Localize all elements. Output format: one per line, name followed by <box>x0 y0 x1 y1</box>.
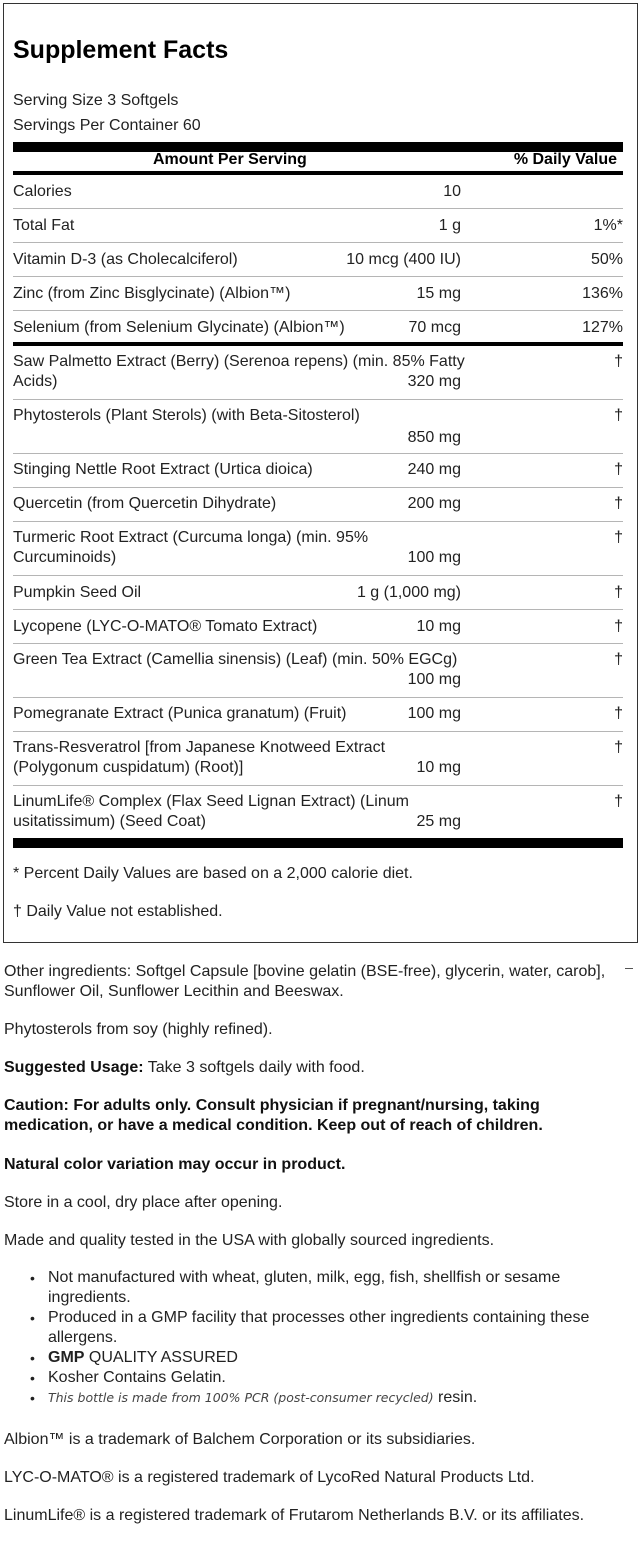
ingredient-amount: 100 mg <box>407 671 461 688</box>
list-item: • Not manufactured with wheat, gluten, milk, egg, fish, shellfish or sesame ingredients. <box>48 1268 628 1308</box>
nutrient-dv: 1%* <box>593 217 623 234</box>
phytosterols-note: Phytosterols from soy (highly refined). <box>4 1021 273 1038</box>
dagger-mark: † <box>614 407 623 424</box>
ingredient-amount: 10 mg <box>416 759 461 776</box>
table-row-calories <box>13 175 623 209</box>
storage-instructions: Store in a cool, dry place after opening. <box>4 1194 283 1211</box>
nutrient-dv: 136% <box>582 285 623 302</box>
table-row-saw-palmetto <box>13 346 623 400</box>
nutrient-name: Selenium (from Selenium Glycinate) (Albion™) <box>13 319 345 336</box>
caution-warning: Caution: For adults only. Consult physician if pregnant/nursing, taking medication, or have a medical condition. Keep out of reach of children. <box>4 1097 543 1134</box>
list-item <box>48 1388 628 1408</box>
gmp-bold: GMP <box>48 1349 85 1366</box>
ingredient-amount: 100 mg <box>407 549 461 566</box>
ingredient-name: Green Tea Extract (Camellia sinensis) (Leaf) (min. 50% EGCg) <box>13 651 458 668</box>
ingredient-amount: 1 g (1,000 mg) <box>356 584 461 601</box>
table-row-selenium <box>13 311 623 343</box>
table-row-zinc <box>13 277 623 311</box>
ingredient-name: Pomegranate Extract (Punica granatum) (Fruit) <box>13 705 347 722</box>
ingredient-name: LinumLife® Complex (Flax Seed Lignan Extract) (Linum usitatissimum) (Seed Coat) <box>13 793 409 830</box>
ingredient-name: Phytosterols (Plant Sterols) (with Beta-Sitosterol) <box>13 407 360 424</box>
table-row-quercetin <box>13 488 623 522</box>
ingredient-name: Pumpkin Seed Oil <box>13 584 142 601</box>
allergen-bullet-list <box>48 1268 628 1408</box>
nutrient-dv: 50% <box>590 251 623 268</box>
nutrient-name: Calories <box>13 183 72 200</box>
gmp-rest: QUALITY ASSURED <box>84 1349 238 1366</box>
nutrient-amount: 70 mcg <box>408 319 461 336</box>
other-ingredients: Other ingredients: Softgel Capsule [bovine gelatin (BSE-free), glycerin, water, carob], Sunflower Oil, Sunflower Lecithin and Beeswax. <box>4 963 606 1000</box>
dagger-mark: † <box>614 584 623 601</box>
list-item: • Produced in a GMP facility that processes other ingredients containing these allergens. <box>48 1308 628 1348</box>
serving-size: Serving Size 3 Softgels <box>13 92 179 109</box>
header-daily-value: % Daily Value <box>513 151 617 168</box>
list-item: • Kosher Contains Gelatin. <box>48 1368 628 1388</box>
nutrient-name: Vitamin D-3 (as Cholecalciferol) <box>13 251 238 268</box>
table-row-green-tea <box>13 644 623 698</box>
table-row-pomegranate <box>13 698 623 732</box>
table-row-pumpkin-seed-oil <box>13 576 623 610</box>
divider-thick <box>13 838 623 848</box>
suggested-usage-text: Take 3 softgels daily with food. <box>143 1059 365 1076</box>
made-in-usa: Made and quality tested in the USA with globally sourced ingredients. <box>4 1232 495 1249</box>
table-row-stinging-nettle <box>13 454 623 488</box>
table-row-lycopene <box>13 610 623 644</box>
edge-artifact <box>625 968 633 969</box>
dagger-mark: † <box>614 461 623 478</box>
suggested-usage-label: Suggested Usage: <box>4 1059 144 1076</box>
color-variation-note: Natural color variation may occur in product. <box>4 1156 346 1173</box>
suggested-usage <box>4 1058 624 1078</box>
dagger-mark: † <box>614 618 623 635</box>
ingredient-name: Lycopene (LYC-O-MATO® Tomato Extract) <box>13 618 318 635</box>
header-amount-per-serving: Amount Per Serving <box>153 151 307 168</box>
ingredient-amount: 240 mg <box>407 461 461 478</box>
nutrient-amount: 15 mg <box>416 285 461 302</box>
ingredient-amount: 200 mg <box>407 495 461 512</box>
list-item <box>48 1348 628 1368</box>
dagger-mark: † <box>614 495 623 512</box>
pcr-italic: This bottle is made from 100% PCR (post-consumer recycled) <box>48 1390 434 1405</box>
nutrient-dv: 127% <box>582 319 623 336</box>
nutrient-name: Zinc (from Zinc Bisglycinate) (Albion™) <box>13 285 291 302</box>
table-row-total-fat <box>13 209 623 243</box>
dagger-mark: † <box>614 651 623 668</box>
nutrient-amount: 10 <box>443 183 461 200</box>
dagger-mark: † <box>614 739 623 756</box>
trademark-lycomato: LYC-O-MATO® is a registered trademark of LycoRed Natural Products Ltd. <box>4 1469 535 1486</box>
facts-title: Supplement Facts <box>13 36 229 64</box>
dagger-mark: † <box>614 705 623 722</box>
ingredient-amount: 10 mg <box>416 618 461 635</box>
dagger-mark: † <box>614 529 623 546</box>
table-row-trans-resveratrol <box>13 732 623 786</box>
nutrient-name: Total Fat <box>13 217 75 234</box>
dagger-mark: † <box>614 793 623 810</box>
nutrient-amount: 10 mcg (400 IU) <box>346 251 461 268</box>
footnote-dv-not-established: † Daily Value not established. <box>13 903 223 920</box>
ingredient-amount: 850 mg <box>407 429 461 446</box>
ingredient-name: Stinging Nettle Root Extract (Urtica dioica) <box>13 461 313 478</box>
ingredient-amount: 100 mg <box>407 705 461 722</box>
nutrient-amount: 1 g <box>438 217 461 234</box>
trademark-linumlife: LinumLife® is a registered trademark of Frutarom Netherlands B.V. or its affiliates. <box>4 1507 585 1524</box>
table-row-vitamin-d3 <box>13 243 623 277</box>
table-row-turmeric <box>13 522 623 576</box>
dagger-mark: † <box>614 353 623 370</box>
ingredient-amount: 320 mg <box>407 373 461 390</box>
table-row-phytosterols <box>13 400 623 454</box>
ingredient-amount: 25 mg <box>416 813 461 830</box>
ingredient-name: Saw Palmetto Extract (Berry) (Serenoa repens) (min. 85% Fatty Acids) <box>13 353 465 390</box>
pcr-rest: resin. <box>433 1389 478 1406</box>
ingredient-name: Trans-Resveratrol [from Japanese Knotweed Extract (Polygonum cuspidatum) (Root)] <box>13 739 386 776</box>
footnote-percent-dv: * Percent Daily Values are based on a 2,000 calorie diet. <box>13 865 413 882</box>
ingredient-name: Quercetin (from Quercetin Dihydrate) <box>13 495 277 512</box>
ingredient-name: Turmeric Root Extract (Curcuma longa) (min. 95% Curcuminoids) <box>13 529 369 566</box>
table-row-linumlife <box>13 786 623 840</box>
trademark-albion: Albion™ is a trademark of Balchem Corporation or its subsidiaries. <box>4 1431 476 1448</box>
servings-per-container: Servings Per Container 60 <box>13 117 201 134</box>
